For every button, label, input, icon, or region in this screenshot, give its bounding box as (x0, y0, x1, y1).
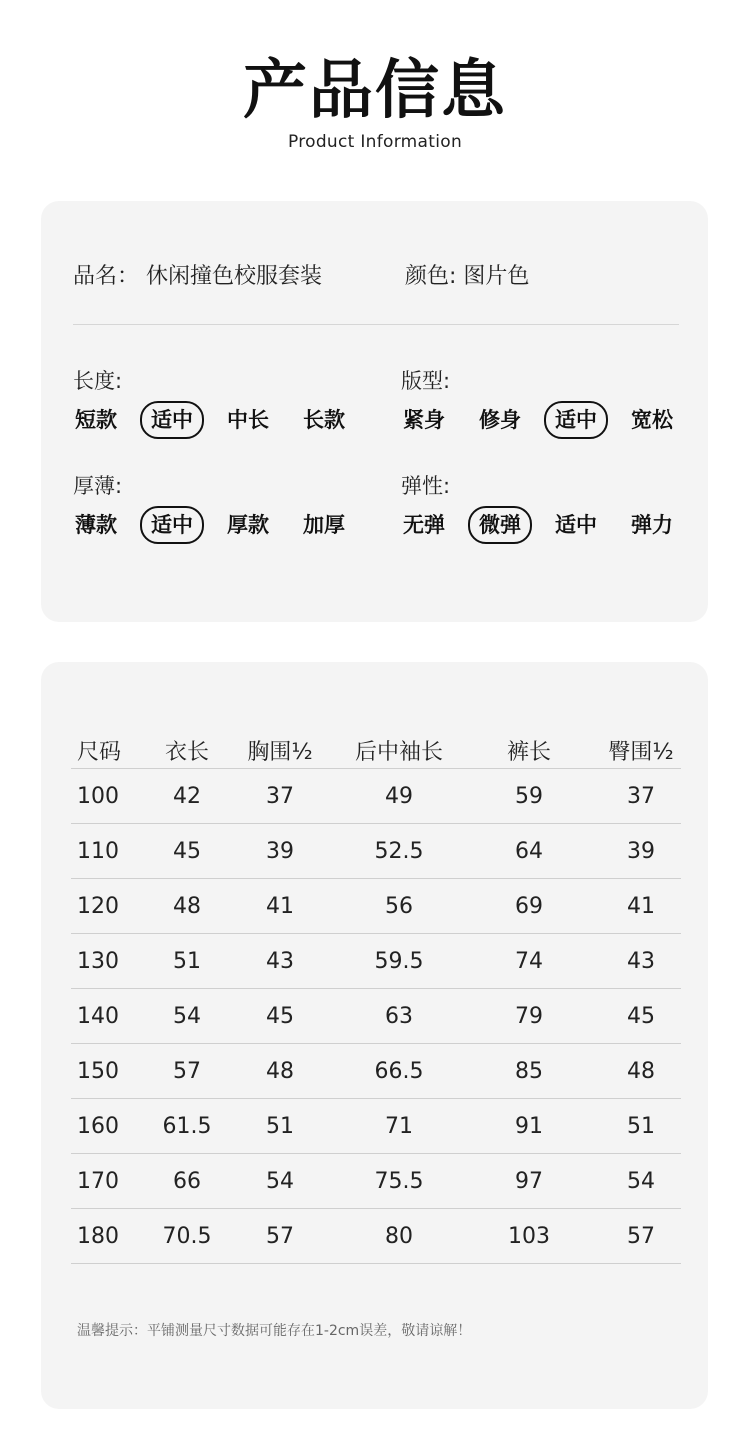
table-cell: 130 (71, 934, 155, 989)
table-cell: 71 (341, 1099, 457, 1154)
table-cell: 63 (341, 989, 457, 1044)
product-attributes-card (41, 201, 708, 622)
table-cell: 51 (601, 1099, 681, 1154)
table-row (71, 934, 681, 989)
page-subtitle: Product Information (287, 132, 463, 152)
size-table-header (71, 732, 681, 769)
thickness-option: 加厚 (303, 513, 345, 537)
table-cell: 52.5 (341, 824, 457, 879)
table-cell: 49 (341, 769, 457, 824)
table-cell: 61.5 (155, 1099, 219, 1154)
table-cell: 120 (71, 879, 155, 934)
product-color-value: 图片色 (463, 264, 530, 289)
size-table-header-cell: 胸围½ (219, 732, 341, 769)
fit-label: 版型: (401, 369, 451, 393)
table-cell: 51 (219, 1099, 341, 1154)
table-cell: 45 (601, 989, 681, 1044)
table-row (71, 989, 681, 1044)
table-cell: 37 (601, 769, 681, 824)
table-cell: 45 (219, 989, 341, 1044)
table-cell: 150 (71, 1044, 155, 1099)
size-table-header-cell: 衣长 (155, 732, 219, 769)
table-cell: 39 (601, 824, 681, 879)
length-option: 长款 (303, 408, 345, 432)
fit-option: 宽松 (631, 408, 673, 432)
elasticity-label: 弹性: (401, 474, 451, 498)
table-cell: 48 (601, 1044, 681, 1099)
fit-options (401, 401, 696, 439)
size-table (71, 732, 681, 1264)
table-cell: 51 (155, 934, 219, 989)
table-cell: 41 (601, 879, 681, 934)
thickness-option: 薄款 (75, 513, 117, 537)
table-cell: 41 (219, 879, 341, 934)
table-row (71, 769, 681, 824)
table-cell: 43 (219, 934, 341, 989)
table-cell: 64 (457, 824, 601, 879)
thickness-option-selected: 适中 (140, 506, 204, 544)
thickness-label: 厚薄: (73, 474, 123, 498)
table-cell: 75.5 (341, 1154, 457, 1209)
fit-option: 修身 (479, 408, 521, 432)
thickness-options (73, 506, 368, 544)
table-cell: 57 (601, 1209, 681, 1264)
product-color (405, 259, 529, 290)
table-cell: 42 (155, 769, 219, 824)
table-cell: 110 (71, 824, 155, 879)
table-cell: 69 (457, 879, 601, 934)
elasticity-option: 适中 (555, 513, 597, 537)
table-cell: 59.5 (341, 934, 457, 989)
table-cell: 140 (71, 989, 155, 1044)
table-cell: 170 (71, 1154, 155, 1209)
table-cell: 70.5 (155, 1209, 219, 1264)
table-cell: 103 (457, 1209, 601, 1264)
fit-option: 紧身 (403, 408, 445, 432)
thickness-option: 厚款 (227, 513, 269, 537)
table-cell: 80 (341, 1209, 457, 1264)
table-row (71, 1099, 681, 1154)
size-chart-card (41, 662, 708, 1409)
table-cell: 97 (457, 1154, 601, 1209)
size-table-header-cell: 尺码 (71, 732, 155, 769)
divider (73, 324, 679, 325)
table-cell: 180 (71, 1209, 155, 1264)
product-name-label: 品名： (73, 264, 140, 289)
page-title: 产品信息 (243, 54, 507, 128)
elasticity-options (401, 506, 696, 544)
table-row (71, 879, 681, 934)
elasticity-option: 无弹 (403, 513, 445, 537)
size-table-header-cell: 后中袖长 (341, 732, 457, 769)
measurement-note: 温馨提示：平铺测量尺寸数据可能存在1-2cm误差，敬请谅解！ (77, 1323, 472, 1339)
fit-option-selected: 适中 (544, 401, 608, 439)
table-cell: 54 (601, 1154, 681, 1209)
table-cell: 59 (457, 769, 601, 824)
table-cell: 54 (155, 989, 219, 1044)
table-cell: 100 (71, 769, 155, 824)
table-row (71, 824, 681, 879)
table-cell: 43 (601, 934, 681, 989)
table-cell: 54 (219, 1154, 341, 1209)
size-table-header-cell: 裤长 (457, 732, 601, 769)
length-option: 中长 (227, 408, 269, 432)
table-cell: 66 (155, 1154, 219, 1209)
product-name (73, 259, 322, 290)
product-color-label: 颜色: (405, 264, 457, 289)
length-options (73, 401, 368, 439)
elasticity-option-selected: 微弹 (468, 506, 532, 544)
table-cell: 160 (71, 1099, 155, 1154)
table-row (71, 1154, 681, 1209)
table-cell: 39 (219, 824, 341, 879)
table-cell: 91 (457, 1099, 601, 1154)
table-cell: 66.5 (341, 1044, 457, 1099)
table-cell: 85 (457, 1044, 601, 1099)
table-row (71, 1044, 681, 1099)
table-row (71, 1209, 681, 1264)
length-option: 短款 (75, 408, 117, 432)
table-cell: 48 (155, 879, 219, 934)
table-cell: 48 (219, 1044, 341, 1099)
elasticity-option: 弹力 (631, 513, 673, 537)
table-cell: 74 (457, 934, 601, 989)
product-name-value: 休闲撞色校服套装 (146, 264, 323, 289)
table-cell: 57 (219, 1209, 341, 1264)
table-cell: 79 (457, 989, 601, 1044)
length-option-selected: 适中 (140, 401, 204, 439)
table-cell: 37 (219, 769, 341, 824)
size-table-header-cell: 臀围½ (601, 732, 681, 769)
table-cell: 56 (341, 879, 457, 934)
table-cell: 45 (155, 824, 219, 879)
length-label: 长度: (73, 369, 123, 393)
table-cell: 57 (155, 1044, 219, 1099)
